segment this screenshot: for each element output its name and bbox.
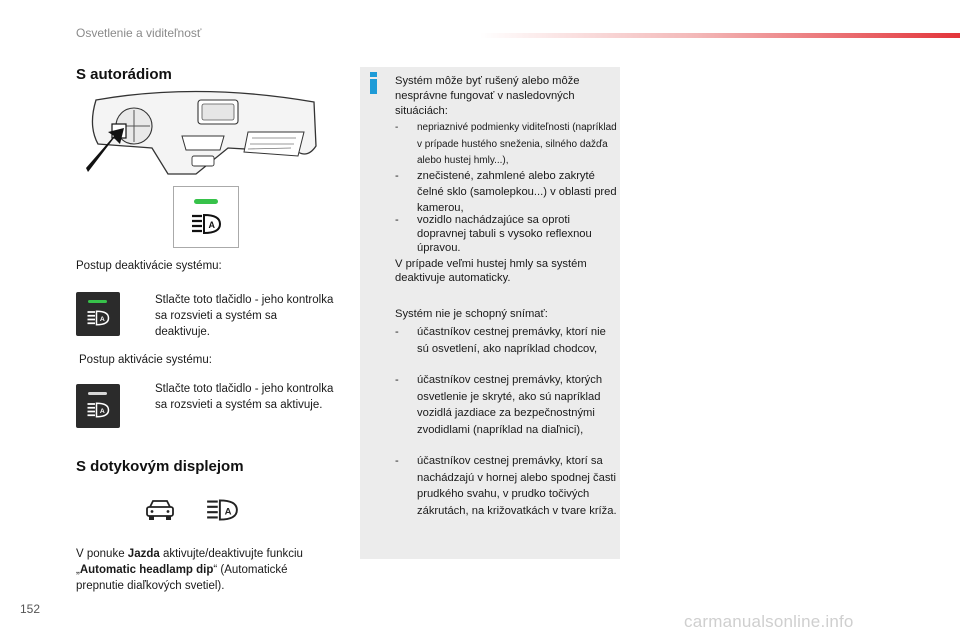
button-tile-activate xyxy=(76,384,120,428)
touchscreen-instructions xyxy=(76,546,336,594)
led-grey xyxy=(88,392,107,395)
activation-intro: Postup aktivácie systému: xyxy=(79,354,212,366)
menu-name: Jazda xyxy=(127,548,160,560)
svg-text:A: A xyxy=(99,408,105,415)
auto-highbeam-icon xyxy=(86,309,110,327)
heading-touchscreen: S dotykovým displejom xyxy=(76,458,244,475)
svg-text:A: A xyxy=(99,316,105,323)
header-accent-bar xyxy=(480,33,960,38)
auto-highbeam-icon xyxy=(86,401,110,419)
deactivation-step-text: Stlačte toto tlačidlo - jeho kontrolka sa rozsvieti a systém sa deaktivuje. xyxy=(155,294,334,338)
activation-step-text: Stlačte toto tlačidlo - jeho kontrolka sa rozsvieti a systém sa aktivuje. xyxy=(155,383,334,411)
auto-highbeam-icon xyxy=(205,498,239,522)
dashboard-illustration xyxy=(78,86,320,182)
button-tile-deactivate xyxy=(76,292,120,336)
info-detect-intro: Systém nie je schopný snímať: xyxy=(395,308,548,320)
svg-text:A: A xyxy=(208,220,215,230)
button-illustration-large xyxy=(173,186,239,248)
heading-radio: S autorádiom xyxy=(76,66,172,83)
car-icon xyxy=(144,498,176,522)
page-number: 152 xyxy=(20,602,41,616)
function-name: Automatic headlamp dip xyxy=(79,564,214,576)
deactivation-step xyxy=(133,292,333,342)
led-green xyxy=(88,300,107,303)
activation-step xyxy=(133,381,333,431)
auto-highbeam-icon xyxy=(190,213,222,235)
tp-post: “ (Automatické prepnutie diaľkových svetiel). xyxy=(76,564,288,592)
svg-text:A: A xyxy=(224,506,232,518)
watermark: carmanualsonline.info xyxy=(684,612,854,631)
info-intro: Systém môže byť rušený alebo môže nesprávne fungovať v nasledovných situáciách: xyxy=(395,75,580,117)
info-fog-note: V prípade veľmi hustej hmly sa systém deaktivuje automaticky. xyxy=(395,258,587,284)
deactivation-intro: Postup deaktivácie systému: xyxy=(76,260,222,272)
section-title: Osvetlenie a viditeľnosť xyxy=(76,26,202,40)
info-icon xyxy=(369,72,379,92)
tp-mid: aktivujte/deaktivujte funkciu „ xyxy=(76,548,303,576)
led-indicator xyxy=(194,199,218,204)
tp-pre: V ponuke xyxy=(76,548,128,560)
